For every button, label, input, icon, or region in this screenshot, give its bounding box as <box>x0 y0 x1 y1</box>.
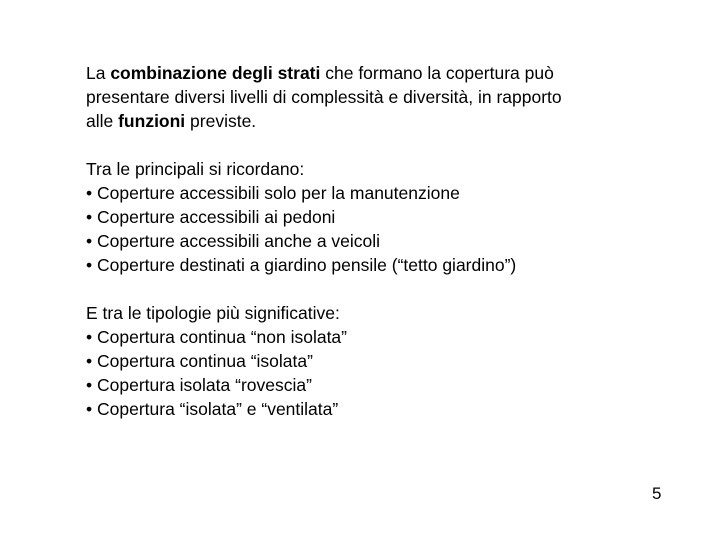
slide-body <box>86 61 646 421</box>
tipologie-heading: E tra le tipologie più significative: <box>86 303 340 323</box>
intro-text: previste. <box>185 111 257 131</box>
list-item: • Copertura continua “isolata” <box>86 351 313 371</box>
page-number: 5 <box>652 484 662 503</box>
list-item: • Coperture accessibili ai pedoni <box>86 207 336 227</box>
principali-paragraph <box>86 157 646 277</box>
paragraph-gap <box>86 133 646 157</box>
tipologie-paragraph <box>86 301 646 421</box>
intro-bold-term: combinazione degli strati <box>110 63 321 83</box>
intro-line-1 <box>86 61 646 85</box>
list-item: • Coperture accessibili anche a veicoli <box>86 231 381 251</box>
intro-line-3 <box>86 109 646 133</box>
intro-text: La <box>86 63 111 83</box>
intro-line-2: presentare diversi livelli di complessità e diversità, in rapporto <box>86 87 562 107</box>
intro-bold-term: funzioni <box>118 111 186 131</box>
list-item: • Copertura continua “non isolata” <box>86 327 347 347</box>
intro-text: alle <box>86 111 119 131</box>
list-item: • Coperture destinati a giardino pensile (“tetto giardino”) <box>86 255 517 275</box>
intro-text: che formano la copertura può <box>320 63 554 83</box>
principali-heading: Tra le principali si ricordano: <box>86 159 305 179</box>
list-item: • Copertura isolata “rovescia” <box>86 375 312 395</box>
list-item: • Coperture accessibili solo per la manutenzione <box>86 183 460 203</box>
list-item: • Copertura “isolata” e “ventilata” <box>86 399 339 419</box>
intro-paragraph <box>86 61 646 133</box>
paragraph-gap <box>86 277 646 301</box>
